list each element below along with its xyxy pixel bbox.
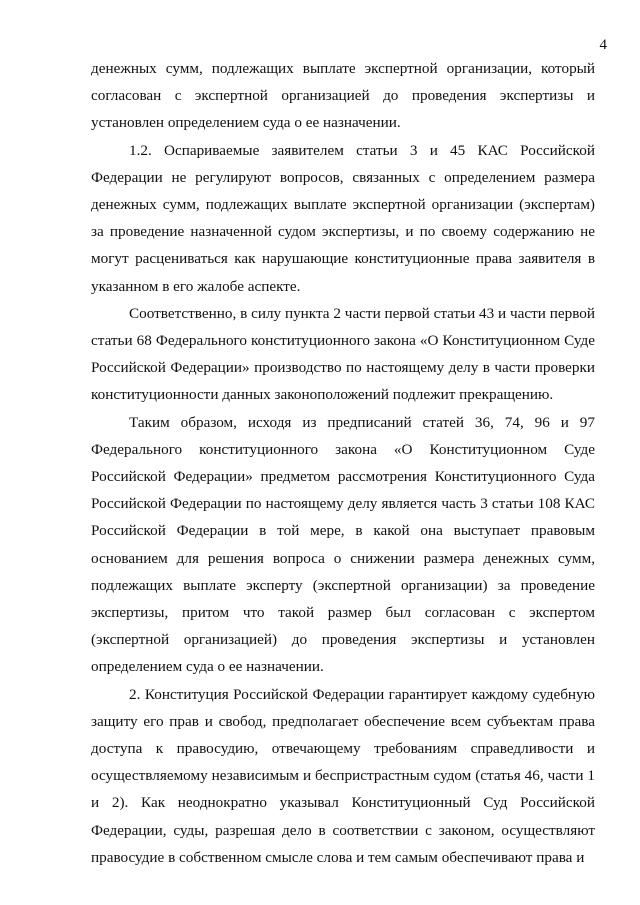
paragraph-1-2: 1.2. Оспариваемые заявителем статьи 3 и 45 КАС Российской Федерации не регулируют вопросов, связанных с определением размера денежных сумм, подлежащих выплате экспертной организации (экспертам) за проведение назначенной судом экспертизы, и по своему содержанию не могут расцениваться как нарушающие конституционные права заявителя в указанном в его жалобе аспекте.	[91, 141, 595, 295]
page-number: 4	[599, 37, 607, 53]
paragraph-2: 2. Конституция Российской Федерации гарантирует каждому судебную защиту его прав и свобод, предполагает обеспечение всем субъектам права доступа к правосудию, отвечающему требованиям справедливости и осуществляемому независимым и беспристрастным судом (статья 46, части 1 и 2). Как неоднократно указывал Конституционный Суд Российской Федерации, суды, разрешая дело в соответствии с законом, осуществляют правосудие в собственном смысле слова и тем самым обеспечивают права и	[91, 685, 595, 866]
paragraph-subject-of-review: Таким образом, исходя из предписаний статей 36, 74, 96 и 97 Федерального конституционного закона «О Конституционном Суде Российской Федерации» предметом рассмотрения Конституционного Суда Российской Федерации по настоящему делу является часть 3 статьи 108 КАС Российской Федерации в той мере, в какой она выступает правовым основанием для решения вопроса о снижении размера денежных сумм, подлежащих выплате эксперту (экспертной организации) за проведение экспертизы, притом что такой размер был согласован с экспертом (экспертной организацией) до проведения экспертизы и установлен определением суда о ее назначении.	[91, 413, 595, 676]
document-body	[91, 55, 595, 871]
paragraph-termination: Соответственно, в силу пункта 2 части первой статьи 43 и части первой статьи 68 Федерального конституционного закона «О Конституционном Суде Российской Федерации» производство по настоящему делу в части проверки конституционности данных законоположений подлежит прекращению.	[91, 304, 595, 404]
paragraph-continuation: денежных сумм, подлежащих выплате экспертной организации, который согласован с экспертной организацией до проведения экспертизы и установлен определением суда о ее назначении.	[91, 60, 595, 132]
